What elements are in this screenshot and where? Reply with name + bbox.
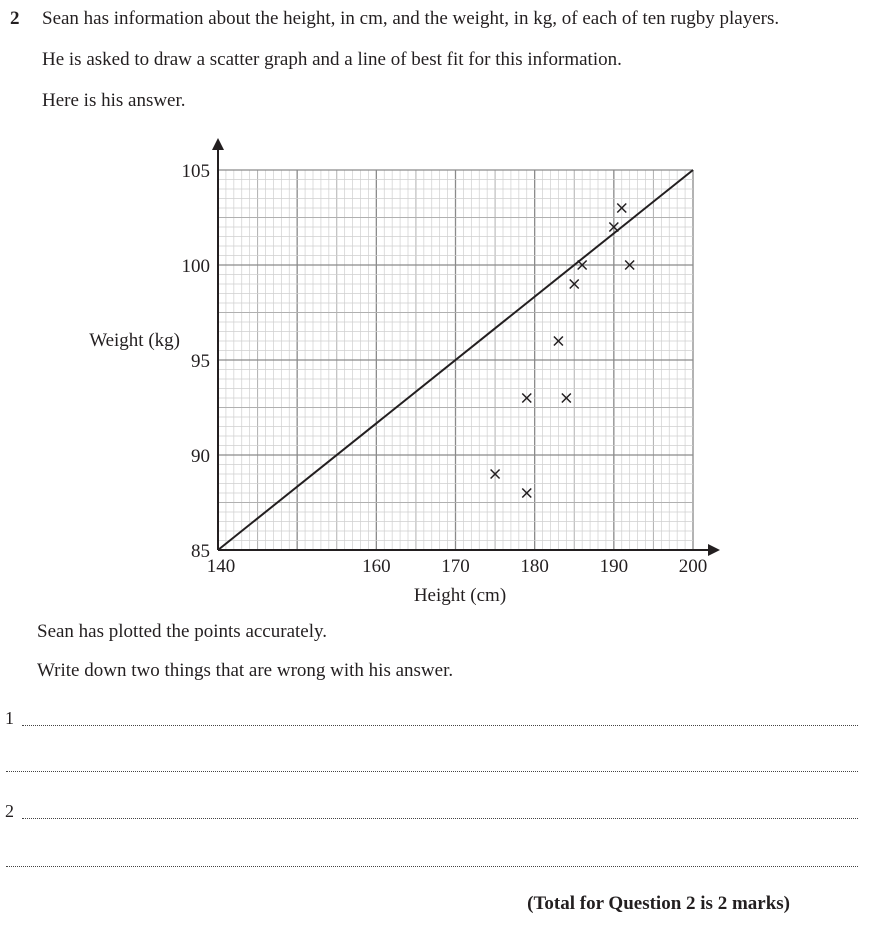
answer-label-1: 1 xyxy=(5,708,14,728)
x-tick-label: 180 xyxy=(520,556,549,577)
x-tick-label: 200 xyxy=(678,556,708,577)
answer-line-2a[interactable] xyxy=(22,818,858,819)
total-marks: (Total for Question 2 is 2 marks) xyxy=(527,893,790,914)
x-axis-label: Height (cm) xyxy=(413,585,507,606)
question-text-3: Here is his answer. xyxy=(42,90,186,111)
y-tick-label: 105 xyxy=(181,161,210,182)
question-text-2: He is asked to draw a scatter graph and a line of best fit for this information. xyxy=(42,49,622,70)
x-tick-label: 190 xyxy=(599,556,629,577)
y-axis-arrow xyxy=(212,138,224,150)
after-text-1: Sean has plotted the points accurately. xyxy=(37,621,328,642)
y-tick-label: 90 xyxy=(191,446,210,467)
answer-line-1a[interactable] xyxy=(22,725,858,726)
answer-line-2b[interactable] xyxy=(6,866,858,867)
x-tick-label: 160 xyxy=(362,556,391,577)
y-tick-label: 100 xyxy=(181,256,210,277)
answer-line-1b[interactable] xyxy=(6,771,858,772)
question-number: 2 xyxy=(10,8,20,29)
answer-label-2: 2 xyxy=(5,801,14,821)
question-text-1: Sean has information about the height, in cm, and the weight, in kg, of each of ten rugby players. xyxy=(42,8,780,29)
x-axis-arrow xyxy=(708,544,720,556)
y-axis-label: Weight (kg) xyxy=(89,330,180,351)
x-tick-label: 140 xyxy=(206,556,236,577)
x-tick-label: 170 xyxy=(441,556,470,577)
y-tick-label: 95 xyxy=(191,351,210,372)
y-tick-label: 85 xyxy=(191,541,210,562)
after-text-2: Write down two things that are wrong with his answer. xyxy=(37,660,454,681)
